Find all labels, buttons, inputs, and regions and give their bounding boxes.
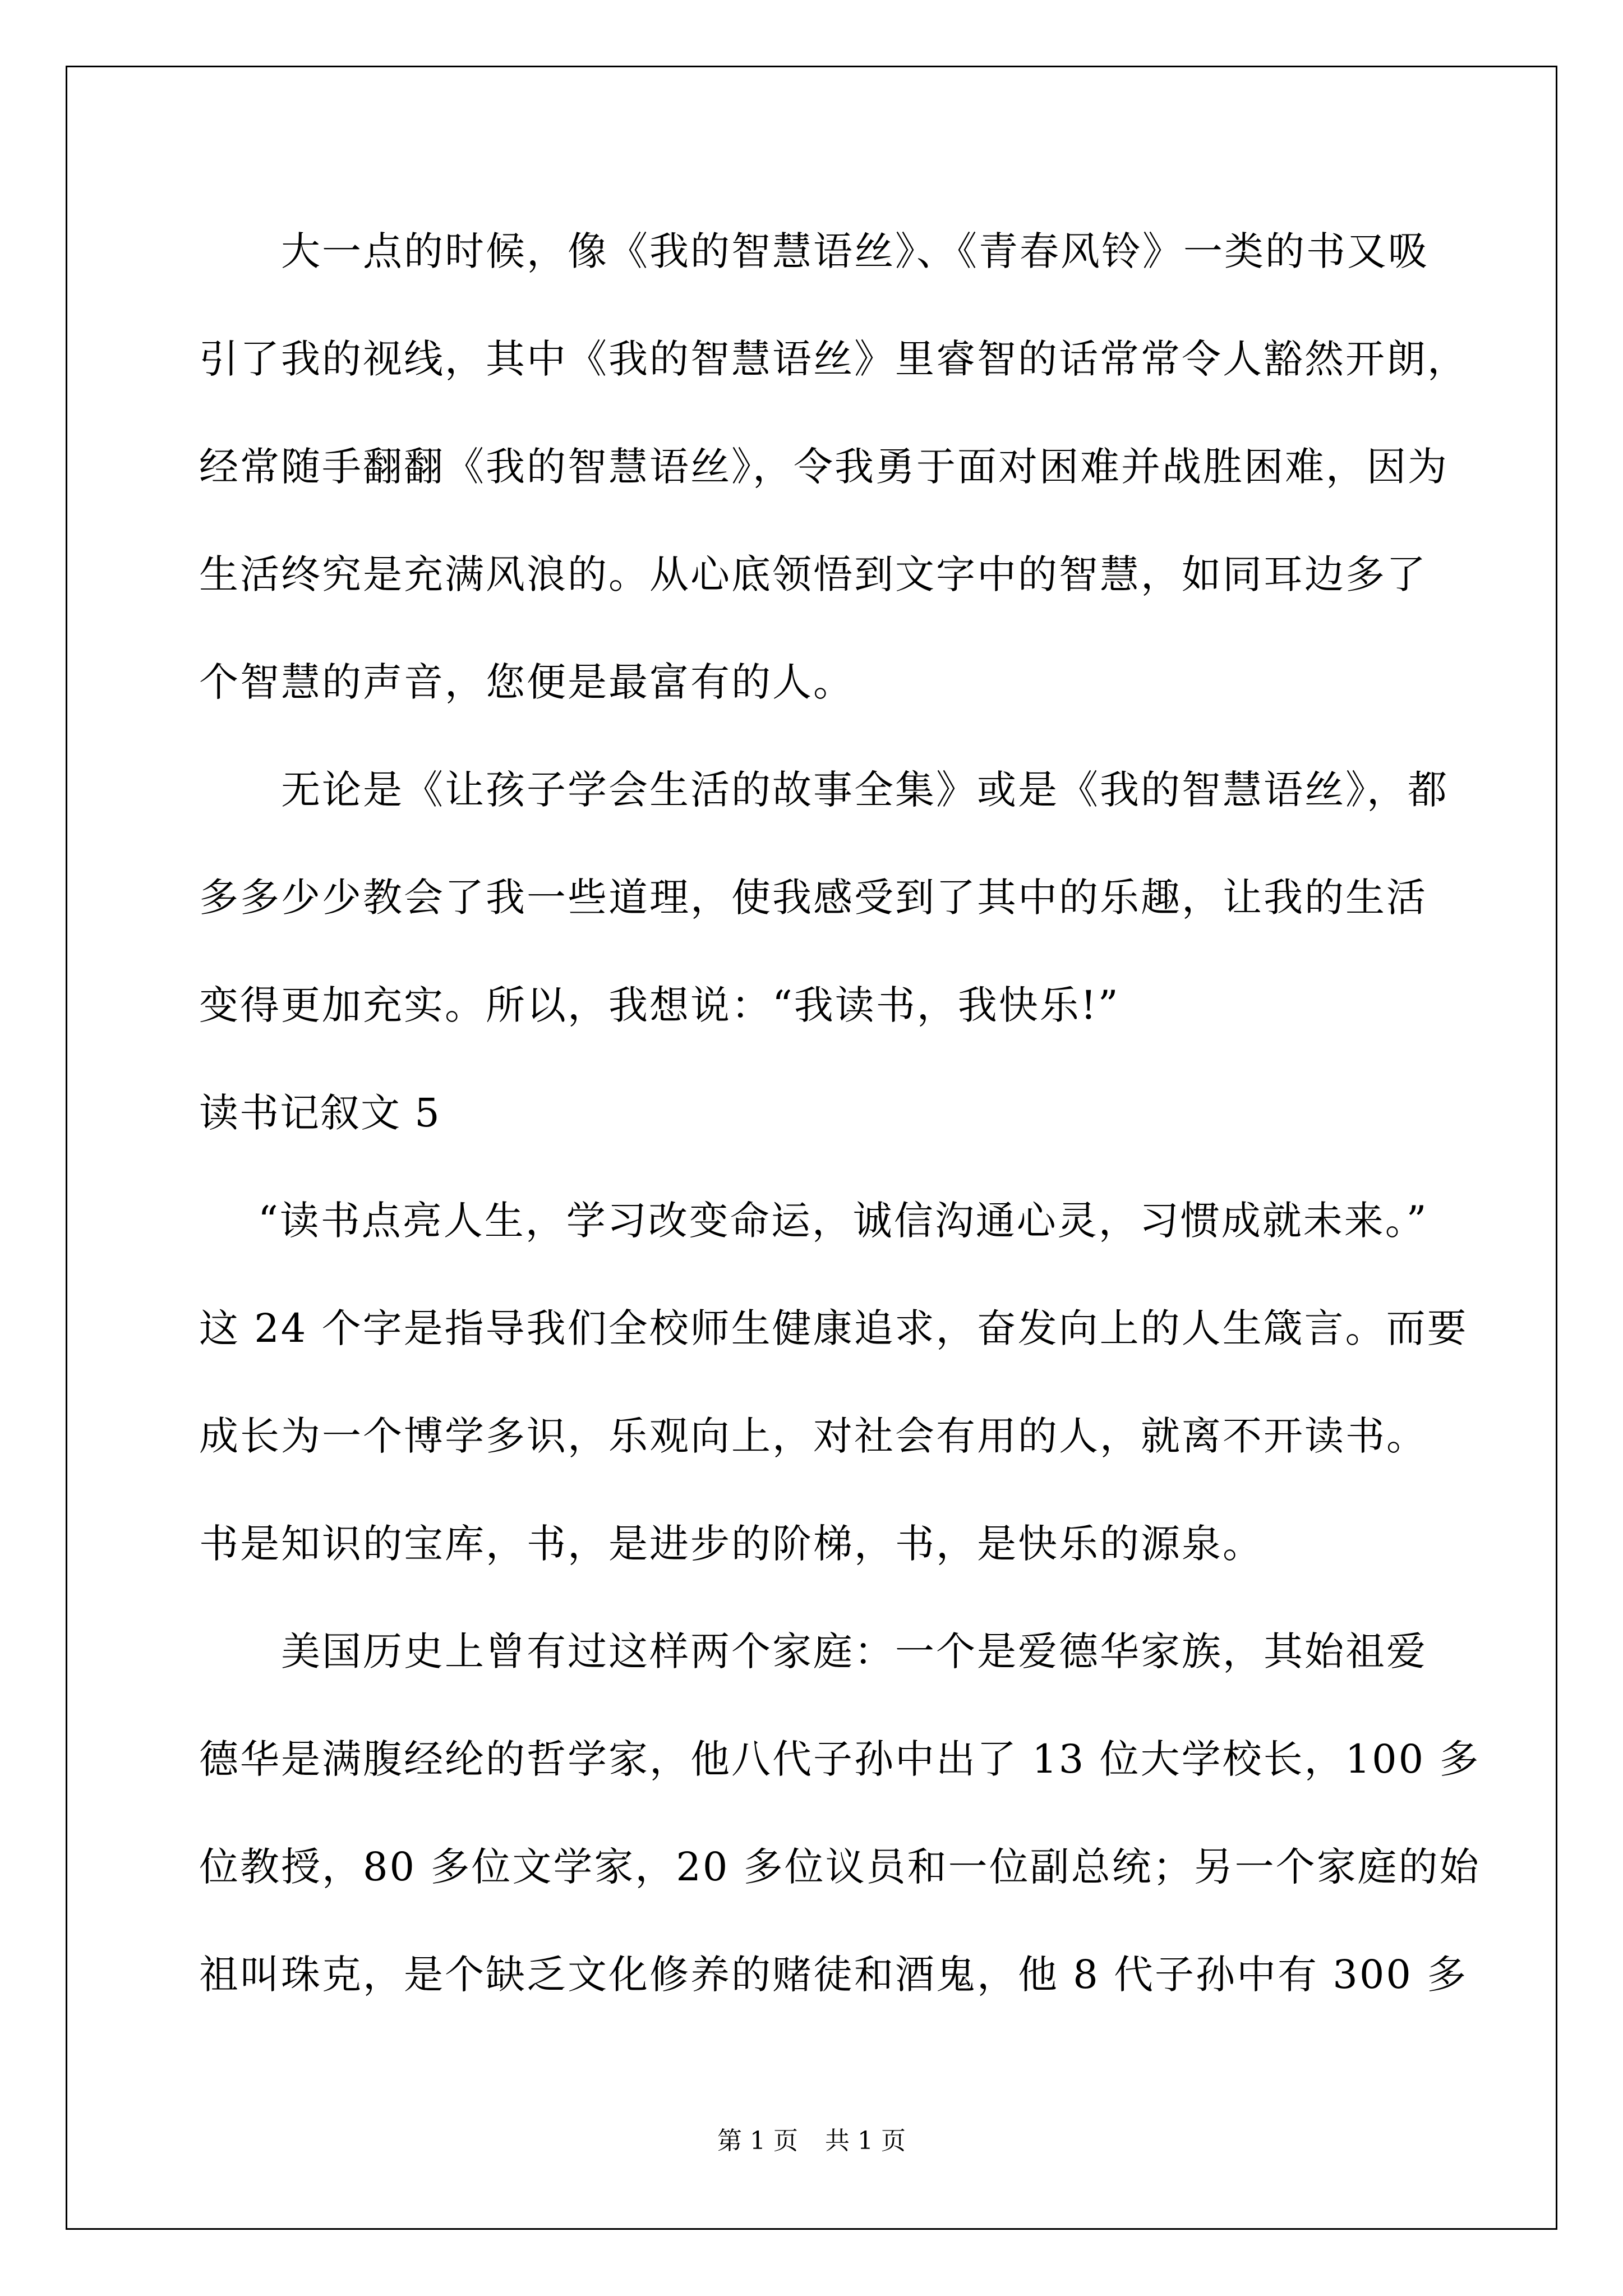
page-footer [0, 2124, 1623, 2158]
paragraph-line: 祖叫珠克，是个缺乏文化修养的赌徒和酒鬼，他 8 代子孙中有 300 多 [199, 1952, 1468, 1998]
paragraph-line: 经常随手翻翻《我的智慧语丝》，令我勇于面对困难并战胜困难，因为 [199, 444, 1449, 490]
paragraph-line: 德华是满腹经纶的哲学家，他八代子孙中出了 13 位大学校长，100 多 [199, 1736, 1481, 1782]
paragraph-line: 美国历史上曾有过这样两个家庭：一个是爱德华家族，其始祖爱 [281, 1628, 1427, 1674]
paragraph-line: 位教授，80 多位文学家，20 多位议员和一位副总统；另一个家庭的始 [199, 1844, 1481, 1890]
paragraph-line: 书是知识的宝库，书，是进步的阶梯，书，是快乐的源泉。 [199, 1521, 1264, 1567]
paragraph-line: 大一点的时候，像《我的智慧语丝》、《青春风铃》一类的书又吸 [281, 228, 1429, 274]
paragraph-line: “读书点亮人生，学习改变命运，诚信沟通心灵，习惯成就未来。” [258, 1198, 1428, 1244]
paragraph-line: 个智慧的声音，您便是最富有的人。 [199, 659, 854, 705]
paragraph-line: 多多少少教会了我一些道理，使我感受到了其中的乐趣，让我的生活 [199, 875, 1427, 921]
paragraph-line: 生活终究是充满风浪的。从心底领悟到文字中的智慧，如同耳边多了 [199, 551, 1427, 597]
paragraph-line: 这 24 个字是指导我们全校师生健康追求，奋发向上的人生箴言。而要 [199, 1305, 1468, 1351]
paragraph-line: 成长为一个博学多识，乐观向上，对社会有用的人，就离不开读书。 [199, 1413, 1427, 1459]
paragraph-line: 变得更加充实。所以，我想说：“我读书，我快乐!” [199, 982, 1120, 1028]
paragraph-line: 引了我的视线，其中《我的智慧语丝》里睿智的话常常令人豁然开朗， [199, 336, 1468, 382]
page-number: 第 1 页 [717, 2127, 798, 2155]
document-body [199, 218, 1481, 2049]
paragraph-line: 无论是《让孩子学会生活的故事全集》或是《我的智慧语丝》，都 [281, 767, 1449, 813]
page-total: 共 1 页 [825, 2127, 906, 2155]
section-heading: 读书记叙文 5 [199, 1090, 441, 1136]
